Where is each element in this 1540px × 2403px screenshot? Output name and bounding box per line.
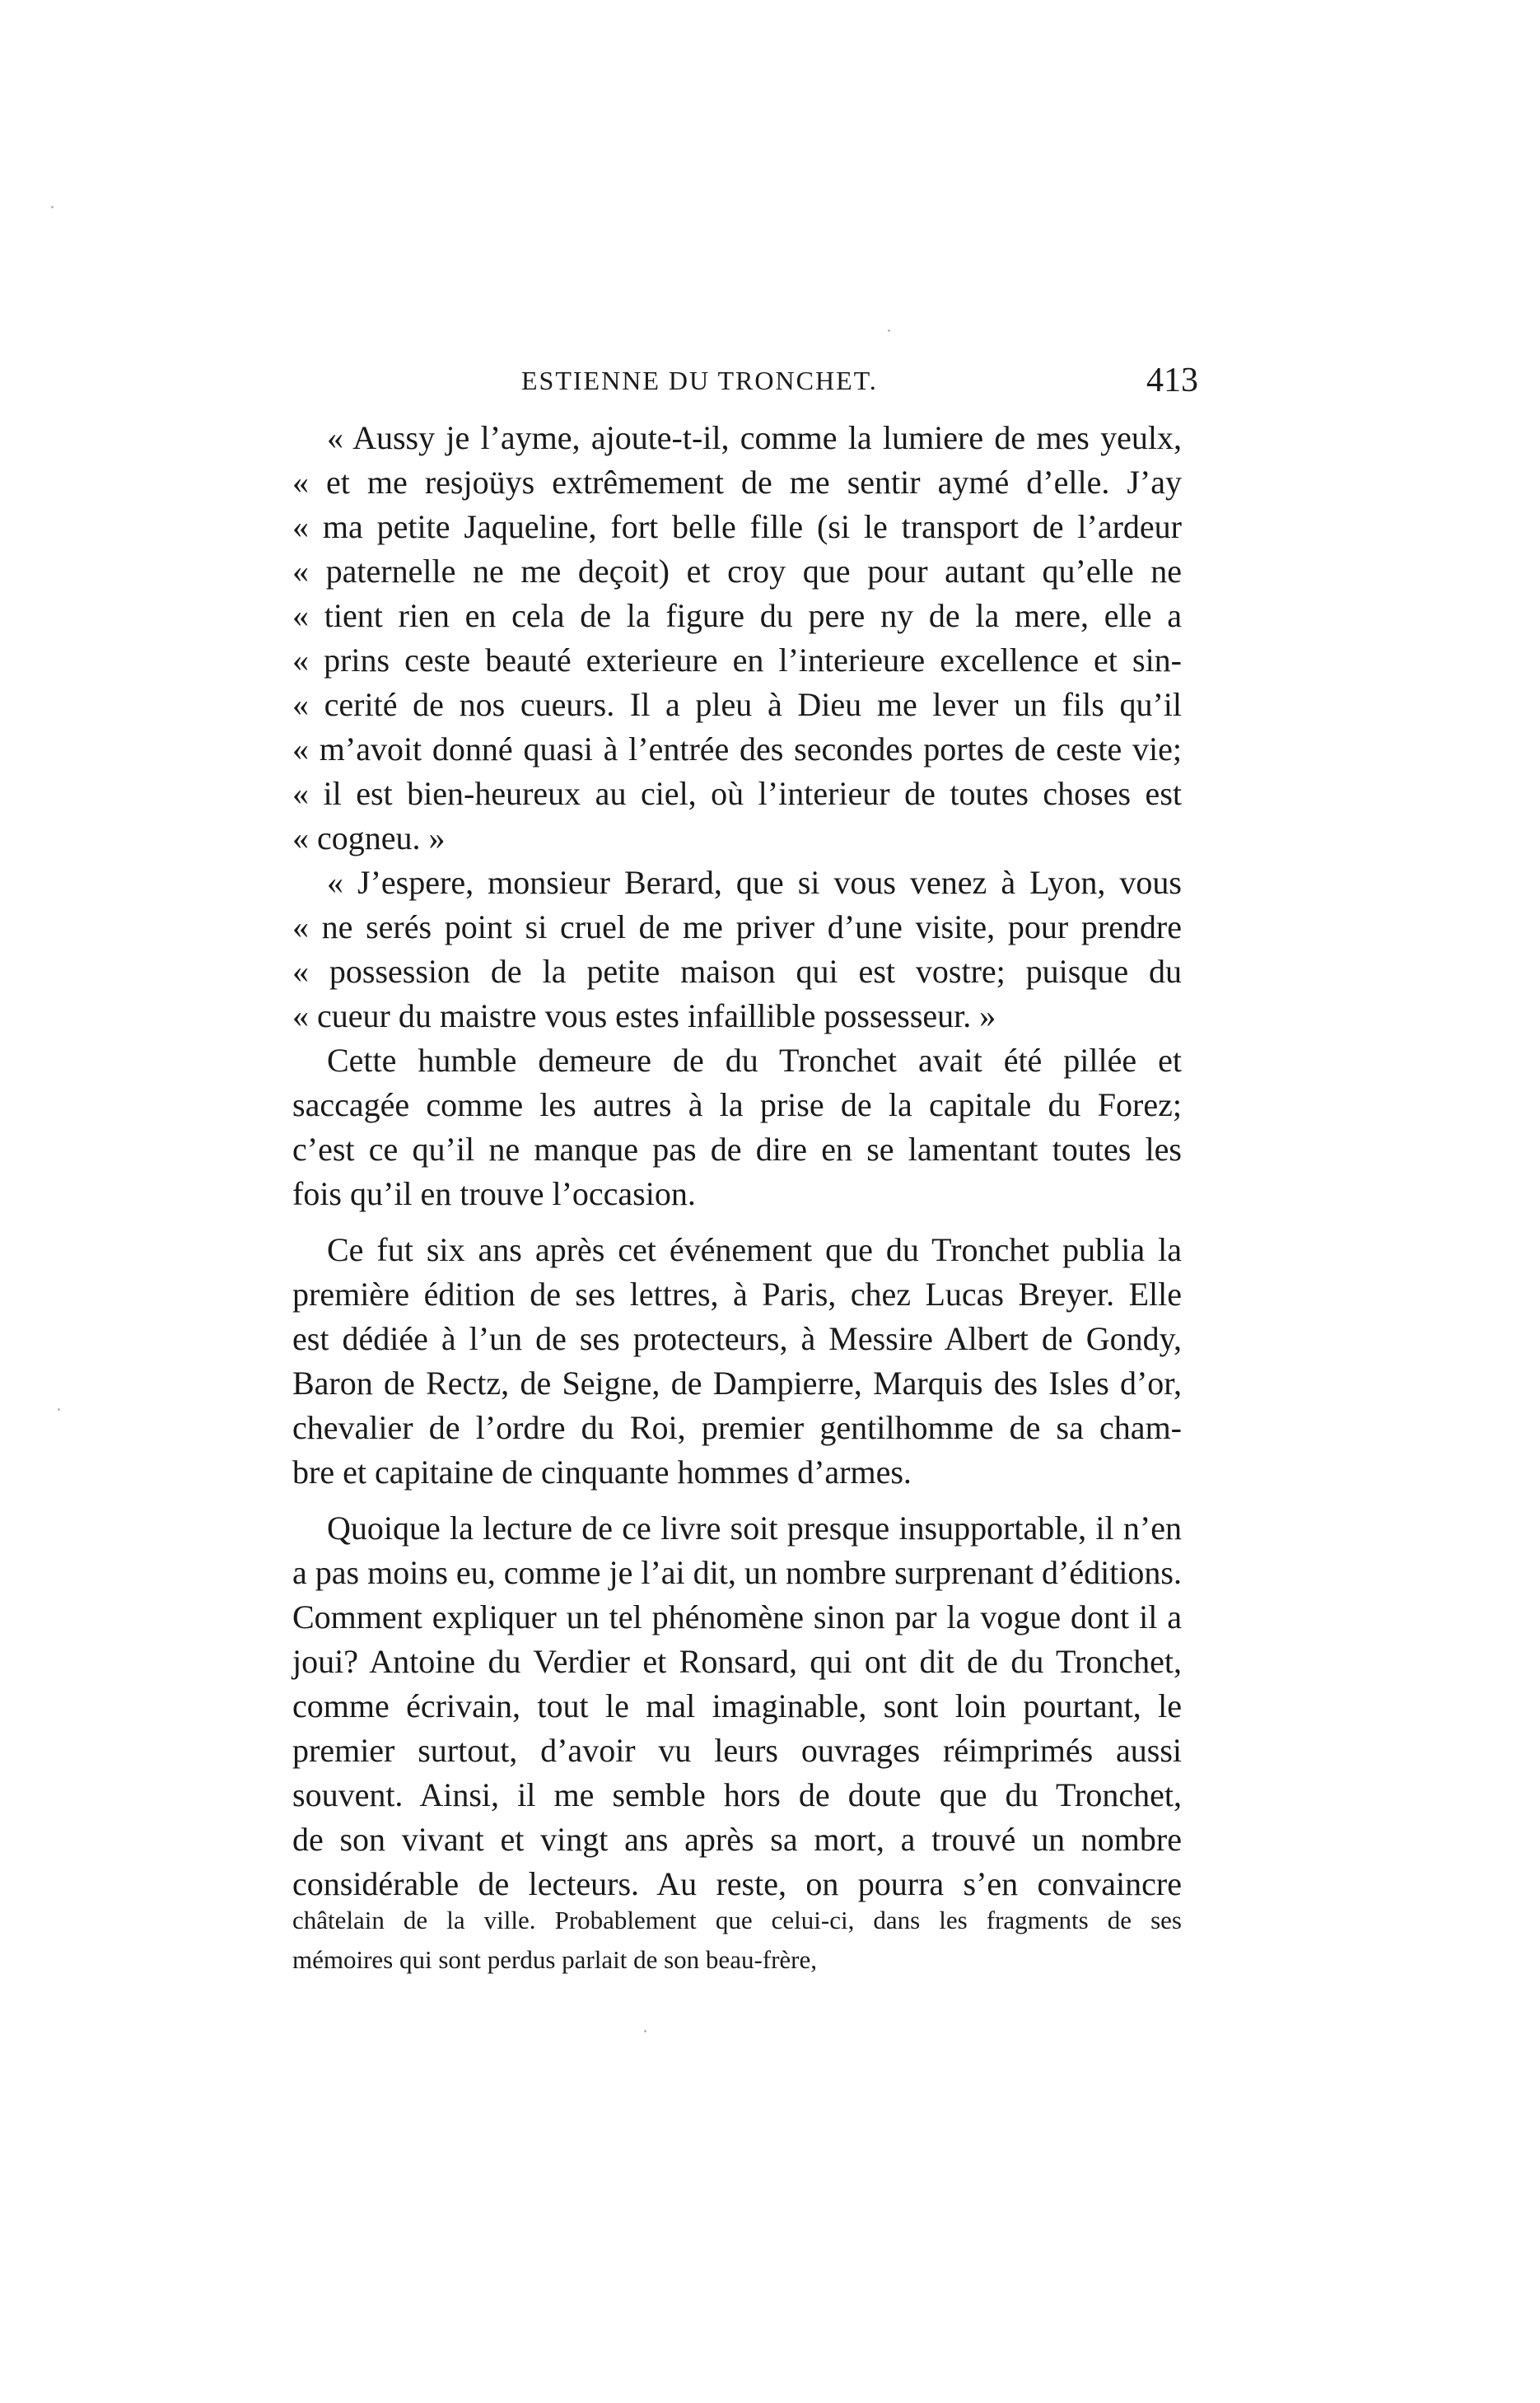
footnote-line: mémoires qui sont perdus parlait de son beau-frère, bbox=[292, 1945, 818, 1974]
text-line: « cueur du maistre vous estes infaillible possesseur. » bbox=[292, 997, 996, 1034]
text-line: joui? Antoine du Verdier et Ronsard, qui ont dit de du Tronchet, bbox=[292, 1643, 1182, 1680]
text-line: « ma petite Jaqueline, fort belle fille (si le transport de l’ardeur bbox=[292, 508, 1182, 545]
footnote bbox=[292, 1901, 1182, 1980]
text-line: c’est ce qu’il ne manque pas de dire en se lamentant toutes les bbox=[292, 1131, 1182, 1168]
text-line: Comment expliquer un tel phénomène sinon par la vogue dont il a bbox=[292, 1598, 1182, 1635]
text-line: « et me resjoüys extrêmement de me sentir aymé d’elle. J’ay bbox=[292, 464, 1182, 501]
text-line: « cogneu. » bbox=[292, 819, 446, 856]
text-line: « tient rien en cela de la figure du pere ny de la mere, elle a bbox=[292, 597, 1182, 634]
text-line: « paternelle ne me deçoit) et croy que pour autant qu’elle ne bbox=[292, 553, 1182, 590]
page-number: 413 bbox=[1146, 362, 1198, 399]
scan-speck bbox=[58, 1408, 60, 1411]
text-line: « prins ceste beauté exterieure en l’interieure excellence et sin- bbox=[292, 642, 1182, 679]
text-line: « il est bien-heureux au ciel, où l’interieur de toutes choses est bbox=[292, 775, 1182, 812]
text-line: considérable de lecteurs. Au reste, on pourra s’en convaincre bbox=[292, 1865, 1182, 1902]
scan-speck bbox=[51, 206, 54, 208]
text-line: comme écrivain, tout le mal imaginable, sont loin pourtant, le bbox=[292, 1687, 1182, 1724]
body-text bbox=[292, 416, 1182, 1906]
text-line: « J’espere, monsieur Berard, que si vous venez à Lyon, vous bbox=[327, 864, 1182, 901]
text-line: « ne serés point si cruel de me priver d’une visite, pour prendre bbox=[292, 908, 1182, 945]
paragraph-gap bbox=[292, 1495, 1182, 1506]
text-line: « cerité de nos cueurs. Il a pleu à Dieu me lever un fils qu’il bbox=[292, 686, 1182, 723]
text-line: « Aussy je l’ayme, ajoute-t-il, comme la lumiere de mes yeulx, bbox=[327, 419, 1182, 456]
text-line: chevalier de l’ordre du Roi, premier gentilhomme de sa cham- bbox=[292, 1409, 1182, 1446]
text-line: Cette humble demeure de du Tronchet avait été pillée et bbox=[327, 1042, 1182, 1079]
text-line: est dédiée à l’un de ses protecteurs, à Messire Albert de Gondy, bbox=[292, 1320, 1182, 1357]
text-line: Quoique la lecture de ce livre soit presque insupportable, il n’en bbox=[327, 1509, 1182, 1547]
text-line: première édition de ses lettres, à Paris, chez Lucas Breyer. Elle bbox=[292, 1276, 1182, 1313]
running-head bbox=[292, 356, 1198, 405]
text-line: de son vivant et vingt ans après sa mort, a trouvé un nombre bbox=[292, 1821, 1182, 1858]
footnote-line: châtelain de la ville. Probablement que celui-ci, dans les fragments de ses bbox=[292, 1906, 1182, 1934]
text-line: « possession de la petite maison qui est vostre; puisque du bbox=[292, 953, 1182, 990]
text-line: Baron de Rectz, de Seigne, de Dampierre, Marquis des Isles d’or, bbox=[292, 1365, 1182, 1402]
text-line: « m’avoit donné quasi à l’entrée des secondes portes de ceste vie; bbox=[292, 730, 1182, 768]
text-line: Ce fut six ans après cet événement que du Tronchet publia la bbox=[327, 1231, 1182, 1268]
text-line: souvent. Ainsi, il me semble hors de doute que du Tronchet, bbox=[292, 1776, 1182, 1813]
text-line: a pas moins eu, comme je l’ai dit, un nombre surprenant d’éditions. bbox=[292, 1554, 1182, 1591]
text-line: saccagée comme les autres à la prise de la capitale du Forez; bbox=[292, 1086, 1182, 1123]
text-line: bre et capitaine de cinquante hommes d’armes. bbox=[292, 1453, 912, 1491]
scan-speck bbox=[888, 329, 890, 332]
text-line: premier surtout, d’avoir vu leurs ouvrages réimprimés aussi bbox=[292, 1732, 1182, 1769]
paragraph-gap bbox=[292, 1216, 1182, 1228]
scan-speck bbox=[644, 2030, 646, 2032]
text-line: fois qu’il en trouve l’occasion. bbox=[292, 1175, 696, 1212]
running-title: ESTIENNE DU TRONCHET. bbox=[521, 366, 878, 395]
